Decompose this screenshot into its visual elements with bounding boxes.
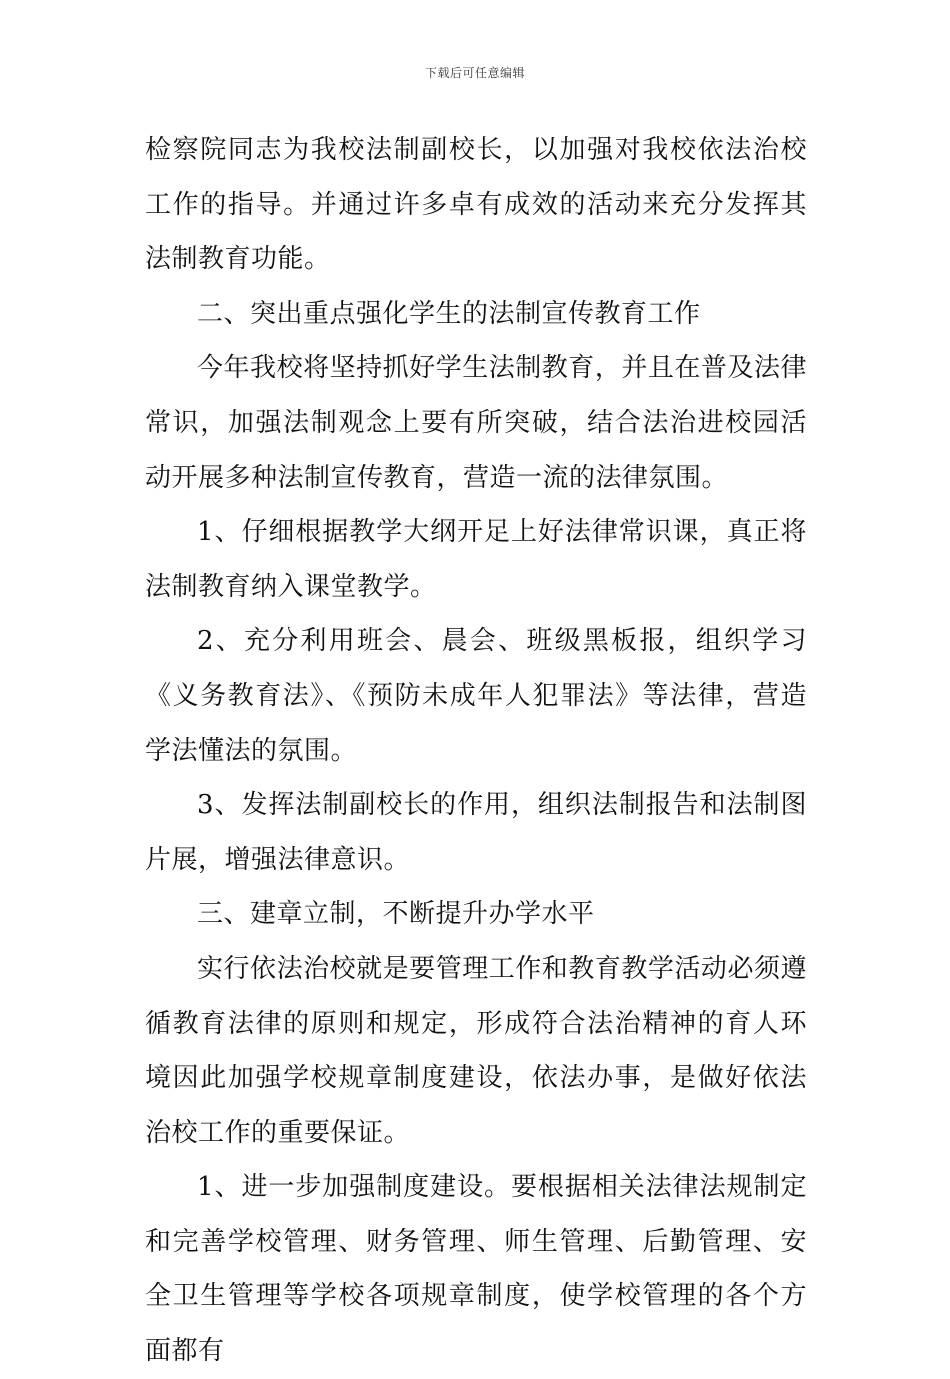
list-item: 1、仔细根据教学大纲开足上好法律常识课，真正将法制教育纳入课堂教学。 <box>145 517 807 602</box>
paragraph: 实行依法治校就是要管理工作和教育教学活动必须遵循教育法律的原则和规定，形成符合法治精神的育人环境因此加强学校规章制度建设，依法办事，是做好依法治校工作的重要保证。 <box>145 953 807 1148</box>
paragraph: 今年我校将坚持抓好学生法制教育，并且在普及法律常识，加强法制观念上要有所突破，结合法治进校园活动开展多种法制宣传教育，营造一流的法律氛围。 <box>145 353 807 493</box>
list-item: 3、发挥法制副校长的作用，组织法制报告和法制图片展，增强法律意识。 <box>145 790 807 875</box>
list-item: 1、进一步加强制度建设。要根据相关法律法规制定和完善学校管理、财务管理、师生管理、后勤管理、安全卫生管理等学校各项规章制度，使学校管理的各个方面都有 <box>145 1172 807 1367</box>
section-heading-3: 三、建章立制，不断提升办学水平 <box>197 899 595 930</box>
paragraph-continuation: 检察院同志为我校法制副校长，以加强对我校依法治校工作的指导。并通过许多卓有成效的活动来充分发挥其法制教育功能。 <box>145 135 807 275</box>
header-note: 下载后可任意编辑 <box>424 66 525 80</box>
section-heading-2: 二、突出重点强化学生的法制宣传教育工作 <box>197 298 701 329</box>
document-body <box>145 123 807 1379</box>
list-item: 2、充分利用班会、晨会、班级黑板报，组织学习《义务教育法》、《预防未成年人犯罪法》等法律，营造学法懂法的氛围。 <box>145 626 807 766</box>
